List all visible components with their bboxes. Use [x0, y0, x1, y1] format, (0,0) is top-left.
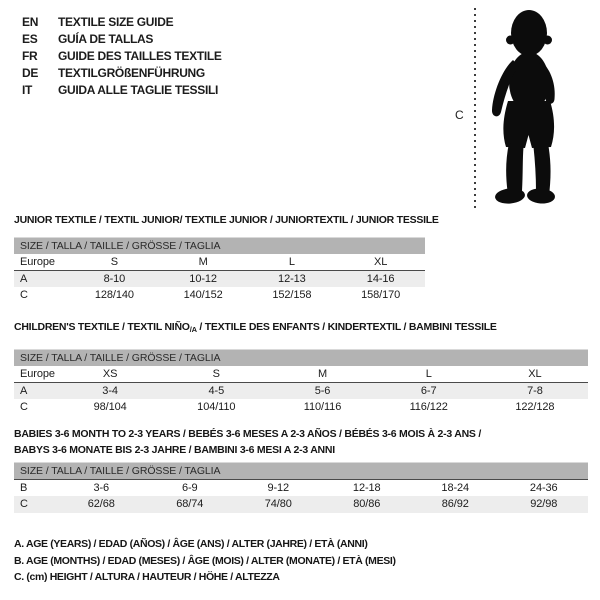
row-label: C	[20, 498, 28, 510]
language-title: GUIDE DES TAILLES TEXTILE	[58, 49, 222, 63]
children-size-header-bar: SIZE / TALLA / TAILLE / GRÖSSE / TAGLIA	[14, 349, 588, 366]
baby-silhouette-image	[481, 8, 573, 210]
children-title-suffix: / TEXTILE DES ENFANTS / KINDERTEXTIL / BAMBINI TESSILE	[196, 321, 497, 333]
language-code: EN	[22, 15, 39, 29]
value-cell: 158/170	[361, 289, 401, 301]
size-cell: S	[212, 368, 220, 380]
junior-row-c	[14, 287, 425, 304]
row-label: A	[20, 385, 28, 397]
language-title: GUIDA ALLE TAGLIE TESSILI	[58, 83, 219, 97]
language-header	[22, 14, 222, 99]
size-cell: M	[198, 256, 208, 268]
value-cell: 122/128	[515, 401, 555, 413]
row-label: C	[20, 401, 28, 413]
language-code: DE	[22, 66, 39, 80]
language-code: IT	[22, 83, 33, 97]
language-row-fr	[22, 48, 222, 65]
language-code: ES	[22, 32, 38, 46]
value-cell: 92/98	[530, 498, 558, 510]
value-cell: 7-8	[527, 385, 543, 397]
language-title: TEXTILGRÖßENFÜHRUNG	[58, 66, 205, 80]
junior-section-title: JUNIOR TEXTILE / TEXTIL JUNIOR/ TEXTILE JUNIOR / JUNIORTEXTIL / JUNIOR TESSILE	[14, 214, 439, 226]
size-cell: L	[425, 368, 432, 380]
height-measure-label: C	[455, 108, 464, 122]
junior-row-a	[14, 271, 425, 287]
footnote-b: B. AGE (MONTHS) / EDAD (MESES) / ÂGE (MOIS) / ALTER (MONATE) / ETÀ (MESI)	[14, 554, 396, 567]
babies-row-c	[14, 496, 588, 513]
value-cell: 24-36	[529, 482, 558, 494]
value-cell: 152/158	[272, 289, 312, 301]
region-label: Europe	[20, 256, 55, 268]
value-cell: 12-13	[278, 273, 306, 285]
babies-row-b	[14, 480, 588, 496]
value-cell: 140/152	[183, 289, 223, 301]
children-row-c	[14, 399, 588, 416]
value-cell: 68/74	[176, 498, 204, 510]
language-row-en	[22, 14, 222, 31]
children-title-subscript: /A	[189, 325, 197, 334]
size-cell: M	[317, 368, 328, 380]
value-cell: 18-24	[441, 482, 470, 494]
value-cell: 14-16	[366, 273, 395, 285]
children-sizes-row	[14, 366, 588, 382]
value-cell: 74/80	[264, 498, 292, 510]
value-cell: 5-6	[314, 385, 331, 397]
language-row-es	[22, 31, 222, 48]
children-section-title	[14, 320, 497, 337]
babies-section-title-line1: BABIES 3-6 MONTH TO 2-3 YEARS / BEBÉS 3-6 MESES A 2-3 AÑOS / BÉBÉS 3-6 MOIS À 2-3 ANS /	[14, 428, 482, 440]
value-cell: 98/104	[93, 401, 127, 413]
size-cell: XS	[102, 368, 118, 380]
height-measure-dotted-line	[474, 8, 476, 211]
language-title: TEXTILE SIZE GUIDE	[58, 15, 174, 29]
value-cell: 8-10	[103, 273, 126, 285]
footnotes	[14, 536, 396, 586]
value-cell: 80/86	[353, 498, 381, 510]
row-label: A	[20, 273, 28, 285]
row-label: B	[20, 482, 28, 494]
value-cell: 104/110	[197, 401, 236, 413]
junior-sizes-row	[14, 254, 425, 270]
value-cell: 6-7	[420, 385, 437, 397]
junior-size-table	[14, 237, 425, 304]
region-label: Europe	[20, 368, 55, 380]
children-size-table	[14, 349, 588, 416]
value-cell: 62/68	[87, 498, 115, 510]
value-cell: 3-4	[102, 385, 118, 397]
language-code: FR	[22, 49, 38, 63]
size-cell: S	[110, 256, 118, 268]
footnote-a: A. AGE (YEARS) / EDAD (AÑOS) / ÂGE (ANS) / ALTER (JAHRE) / ETÀ (ANNI)	[14, 538, 368, 550]
value-cell: 9-12	[267, 482, 290, 494]
language-title: GUÍA DE TALLAS	[58, 32, 154, 46]
children-row-a	[14, 383, 588, 399]
size-cell: XL	[373, 256, 388, 268]
babies-section-title-line2: BABYS 3-6 MONATE BIS 2-3 JAHRE / BAMBINI 3-6 MESI A 2-3 ANNI	[14, 444, 335, 456]
value-cell: 4-5	[208, 385, 225, 397]
language-row-it	[22, 82, 222, 99]
value-cell: 12-18	[352, 482, 381, 494]
junior-size-header-bar: SIZE / TALLA / TAILLE / GRÖSSE / TAGLIA	[14, 237, 425, 254]
size-cell: XL	[528, 368, 542, 380]
footnote-c: C. (cm) HEIGHT / ALTURA / HAUTEUR / HÖHE / ALTEZZA	[14, 571, 280, 583]
children-title-prefix: CHILDREN'S TEXTILE / TEXTIL NIÑO	[14, 321, 190, 333]
value-cell: 3-6	[93, 482, 110, 494]
value-cell: 128/140	[94, 289, 134, 301]
size-cell: L	[288, 256, 295, 268]
value-cell: 110/116	[303, 401, 342, 413]
language-row-de	[22, 65, 222, 82]
value-cell: 116/122	[409, 401, 448, 413]
babies-size-header-bar: SIZE / TALLA / TAILLE / GRÖSSE / TAGLIA	[14, 462, 588, 479]
value-cell: 6-9	[181, 482, 198, 494]
babies-size-table	[14, 462, 588, 513]
row-label: C	[20, 289, 28, 301]
value-cell: 10-12	[189, 273, 217, 285]
value-cell: 86/92	[441, 498, 469, 510]
